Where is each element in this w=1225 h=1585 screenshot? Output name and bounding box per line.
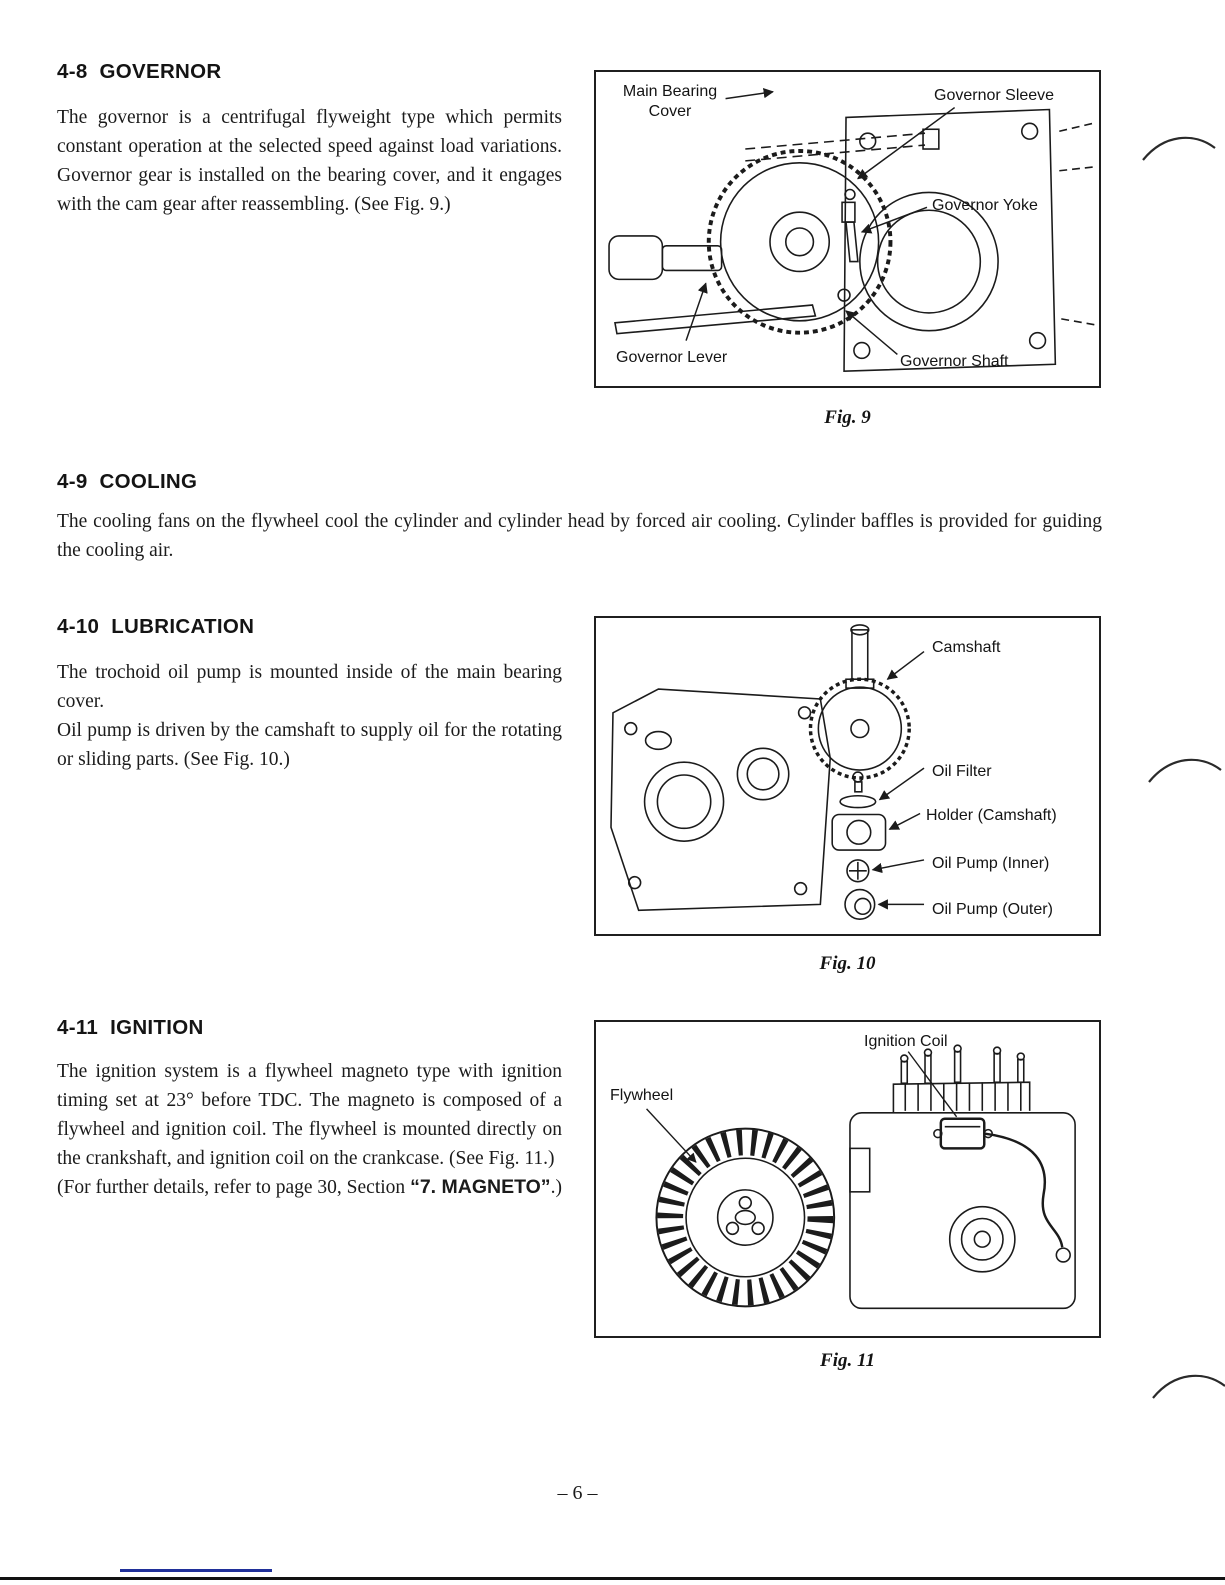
label-governor-yoke: Governor Yoke (932, 197, 1038, 214)
scan-artifact-curve (1150, 1368, 1225, 1402)
lubrication-diagram (596, 618, 1099, 934)
note-prefix: (For further details, refer to page 30, Section (57, 1177, 411, 1198)
ignition-note (57, 1173, 562, 1202)
label-oil-filter: Oil Filter (932, 763, 992, 780)
figure-11-caption: Fig. 11 (820, 1350, 875, 1371)
label-camshaft: Camshaft (932, 639, 1001, 656)
paragraph: Oil pump is driven by the camshaft to supply oil for the rotating or sliding parts. (See Fig. 10.) (57, 720, 562, 770)
lubrication-drawing (611, 625, 909, 919)
ignition-paragraphs (57, 1057, 562, 1202)
note-bold-text: “7. MAGNETO” (410, 1176, 551, 1198)
governor-drawing (609, 110, 1095, 372)
label-oil-pump-inner: Oil Pump (Inner) (932, 855, 1050, 872)
paragraph: The governor is a centrifugal flyweight type which permits constant operation at the selected speed against load variations. Governor gear is installed on the bearing cover, and it engages with the cam gear after reassembling. (See Fig. 9.) (57, 107, 562, 215)
paragraph: The ignition system is a flywheel magneto type with ignition timing set at 23° before TDC. The magneto is composed of a flywheel and ignition coil. The flywheel is mounted directly on the crankshaft, and ignition coil on the crankcase. (See Fig. 11.) (57, 1061, 562, 1169)
label-flywheel: Flywheel (610, 1087, 674, 1104)
label-ignition-coil: Ignition Coil (864, 1033, 948, 1050)
governor-paragraph (57, 103, 562, 219)
figure-10-box (594, 616, 1101, 936)
section-heading-governor: 4-8 GOVERNOR (57, 60, 222, 83)
section-heading-ignition: 4-11 IGNITION (57, 1016, 204, 1039)
scan-artifact-curve (1146, 752, 1224, 786)
scan-artifact-curve (1140, 130, 1218, 164)
lubrication-leader-arrows (873, 652, 924, 905)
page-number: – 6 – (557, 1482, 598, 1504)
ignition-diagram (596, 1022, 1099, 1336)
figure-10-caption: Fig. 10 (819, 953, 876, 974)
label-oil-pump-outer: Oil Pump (Outer) (932, 901, 1053, 918)
figure-9-caption: Fig. 9 (824, 407, 871, 428)
figure-9-box (594, 70, 1101, 388)
footer-long-rule (0, 1577, 1225, 1580)
footer-short-rule (120, 1569, 272, 1572)
governor-leader-arrows (686, 92, 955, 355)
lubrication-paragraphs (57, 658, 562, 774)
ignition-drawing (656, 1045, 1075, 1308)
note-suffix: .) (550, 1177, 562, 1198)
section-heading-lubrication: 4-10 LUBRICATION (57, 615, 255, 638)
label-main-bearing-cover: Main Bearing Cover (622, 83, 718, 120)
label-holder-camshaft: Holder (Camshaft) (926, 807, 1057, 824)
paragraph: The trochoid oil pump is mounted inside of the main bearing cover. (57, 662, 562, 712)
label-governor-sleeve: Governor Sleeve (934, 87, 1055, 104)
label-governor-shaft: Governor Shaft (900, 353, 1009, 370)
figure-11-box (594, 1020, 1101, 1338)
paragraph: The cooling fans on the flywheel cool the cylinder and cylinder head by forced air cooling. Cylinder baffles is provided for guiding the cooling air. (57, 511, 1102, 561)
section-heading-cooling: 4-9 COOLING (57, 470, 198, 493)
cooling-paragraph (57, 507, 1102, 565)
label-governor-lever: Governor Lever (616, 349, 728, 366)
